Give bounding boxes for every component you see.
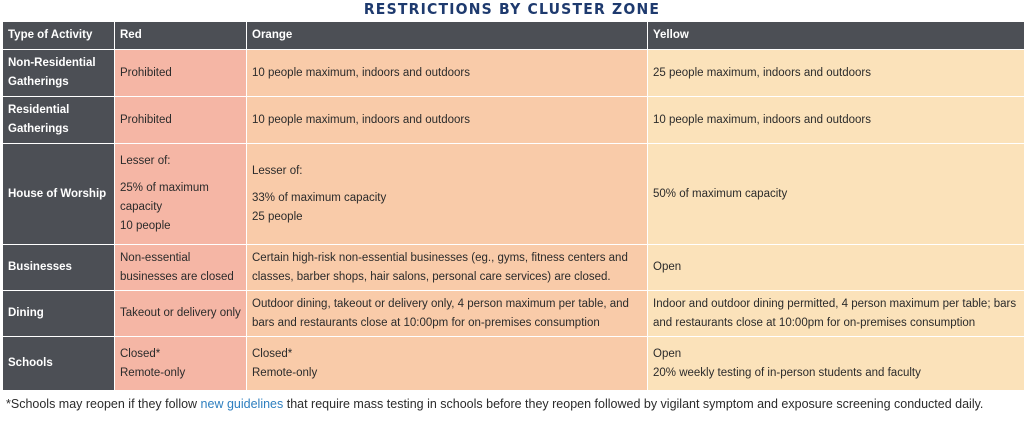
yellow-cell: 10 people maximum, indoors and outdoors: [648, 97, 1024, 144]
orange-people-line: 25 people: [252, 210, 303, 223]
red-cell: Prohibited: [115, 50, 247, 97]
red-people-line: 10 people: [120, 220, 171, 232]
orange-cell: Certain high-risk non-essential businesses (eg., gyms, fitness centers and classes, barber shops, hair salons, personal care services) are closed.: [247, 245, 648, 291]
orange-cell: [247, 337, 648, 391]
yellow-open-line: Open: [653, 347, 682, 360]
table-header-row: [3, 22, 1024, 50]
red-cell: Non-essential businesses are closed: [115, 245, 247, 291]
red-remote-line: Remote-only: [120, 366, 186, 379]
new-guidelines-link[interactable]: new guidelines: [200, 397, 284, 411]
orange-cell: [247, 144, 648, 245]
orange-lesser-of: Lesser of:: [252, 164, 303, 177]
yellow-cell: 25 people maximum, indoors and outdoors: [648, 50, 1024, 97]
red-cell: Takeout or delivery only: [115, 291, 247, 337]
red-lesser-of: Lesser of:: [120, 155, 171, 167]
activity-cell: Non-Residential Gatherings: [3, 50, 115, 97]
footnote-text-after: that require mass testing in schools before they reopen followed by vigilant symptom and exposure screening conducted daily.: [283, 397, 984, 411]
orange-cell: 10 people maximum, indoors and outdoors: [247, 50, 648, 97]
yellow-cell: Open: [648, 245, 1024, 291]
table-row: [3, 337, 1024, 391]
activity-cell: Schools: [3, 337, 115, 391]
restrictions-table: [2, 21, 1024, 391]
yellow-cell: 50% of maximum capacity: [648, 144, 1024, 245]
yellow-cell: Indoor and outdoor dining permitted, 4 person maximum per table; bars and restaurants close at 10:00pm for on-premises consumption: [648, 291, 1024, 337]
orange-remote-line: Remote-only: [252, 366, 318, 379]
table-row: [3, 245, 1024, 291]
table-row: [3, 50, 1024, 97]
red-capacity-line: 25% of maximum capacity: [120, 182, 209, 213]
footnote-text-before: *Schools may reopen if they follow: [6, 397, 201, 411]
red-cell: Prohibited: [115, 97, 247, 144]
header-type-of-activity: Type of Activity: [3, 22, 115, 50]
orange-cell: Outdoor dining, takeout or delivery only, 4 person maximum per table, and bars and restaurants close at 10:00pm for on-premises consumption: [247, 291, 648, 337]
table-row: [3, 291, 1024, 337]
header-red: Red: [115, 22, 247, 50]
yellow-testing-line: 20% weekly testing of in-person students and faculty: [653, 366, 921, 379]
red-closed-line: Closed*: [120, 347, 161, 360]
yellow-cell: [648, 337, 1024, 391]
header-orange: Orange: [247, 22, 648, 50]
activity-cell: Residential Gatherings: [3, 97, 115, 144]
table-row: [3, 144, 1024, 245]
red-cell: [115, 337, 247, 391]
footnote: [6, 395, 1006, 414]
activity-cell: House of Worship: [3, 144, 115, 245]
orange-capacity-line: 33% of maximum capacity: [252, 191, 387, 204]
table-row: [3, 97, 1024, 144]
activity-cell: Businesses: [3, 245, 115, 291]
page-title: RESTRICTIONS BY CLUSTER ZONE: [363, 1, 661, 19]
red-cell: [115, 144, 247, 245]
activity-cell: Dining: [3, 291, 115, 337]
header-yellow: Yellow: [648, 22, 1024, 50]
orange-closed-line: Closed*: [252, 347, 293, 360]
orange-cell: 10 people maximum, indoors and outdoors: [247, 97, 648, 144]
